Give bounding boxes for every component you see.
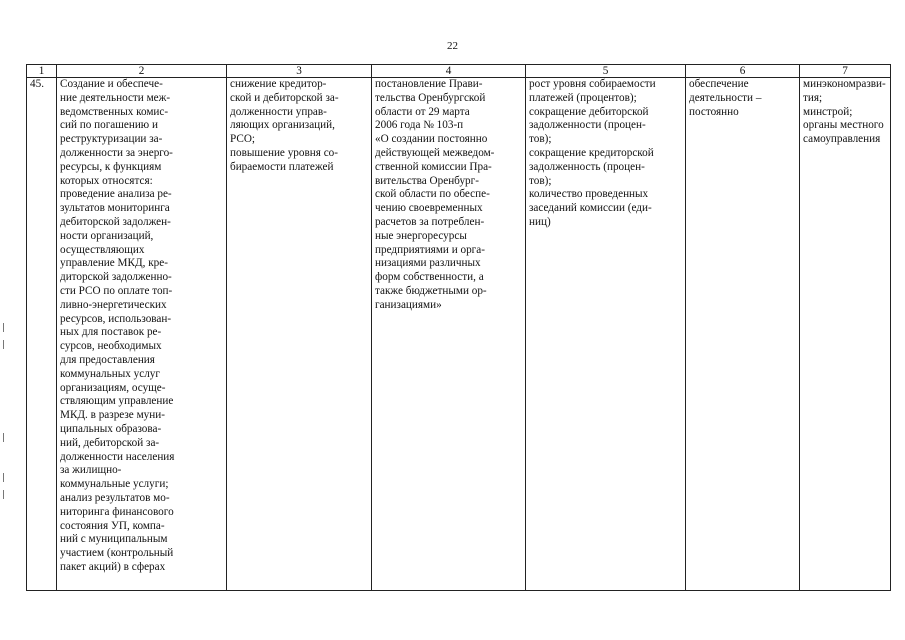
executor-cell — [800, 78, 891, 591]
column-header: 3 — [227, 65, 372, 78]
table-row — [27, 78, 891, 591]
margin-mark — [3, 473, 4, 482]
column-number-row — [27, 65, 891, 78]
margin-mark — [3, 490, 4, 499]
column-header: 2 — [57, 65, 227, 78]
column-header: 5 — [526, 65, 686, 78]
row-number-cell — [27, 78, 57, 591]
measures-table — [26, 64, 891, 591]
activity-cell — [57, 78, 227, 591]
indicators-cell — [526, 78, 686, 591]
executor-text: минэкономразви- тия; минстрой; органы местного самоуправления — [803, 78, 886, 146]
indicators-text: рост уровня собираемости платежей (процентов); сокращение дебиторской задолженности (процен- тов); сокращение кредиторской задолженность (процен- тов); количество проведенных заседаний комиссии (еди- ниц) — [529, 78, 656, 228]
document-cell — [372, 78, 526, 591]
result-text: снижение кредитор- ской и дебиторской за- долженности управ- ляющих организаций, РСО; повышение уровня со- бираемости платежей — [230, 78, 339, 173]
result-cell — [227, 78, 372, 591]
row-number: 45. — [30, 78, 44, 90]
page-number: 22 — [447, 40, 458, 52]
activity-text: Создание и обеспече- ние деятельности меж- ведомственных комис- сий по погашению и реструктуризации за- долженности за энерго- ресурсы, к функциям которых относятся: проведение анализа ре- зультатов мониторинга дебиторской задолжен- ности организаций, осуществляющих управление МКД, кре- диторской задолженно- сти РСО по оплате топ- ливно-энергетических ресурсов, использован- ных для поставок ре- сурсов, необходимых для предоставления коммунальных услуг организациям, осуще- ствляющим управление МКД. в разрезе муни- ципальных образова- ний, дебиторской за- долженности населения за жилищно- коммунальные услуги; анализ результатов мо- ниторинга финансового состояния УП, компа- ний с муниципальным участием (контрольный пакет акций) в сферах — [60, 78, 175, 573]
document-text: постановление Прави- тельства Оренбургской области от 29 марта 2006 года № 103-п «О создании постоянно действующей межведом- ственной комиссии Пра- вительства Оренбург- ской области по обеспе- чению своевременных расчетов за потреблен- ные энергоресурсы предприятиями и орга- низациями различных форм собственности, а также бюджетными ор- ганизациями» — [375, 78, 495, 311]
column-header: 7 — [800, 65, 891, 78]
term-text: обеспечение деятельности – постоянно — [689, 78, 762, 118]
margin-mark — [3, 433, 4, 442]
column-header: 4 — [372, 65, 526, 78]
column-header: 1 — [27, 65, 57, 78]
margin-mark — [3, 340, 4, 349]
term-cell — [686, 78, 800, 591]
column-header: 6 — [686, 65, 800, 78]
margin-mark — [3, 323, 4, 332]
